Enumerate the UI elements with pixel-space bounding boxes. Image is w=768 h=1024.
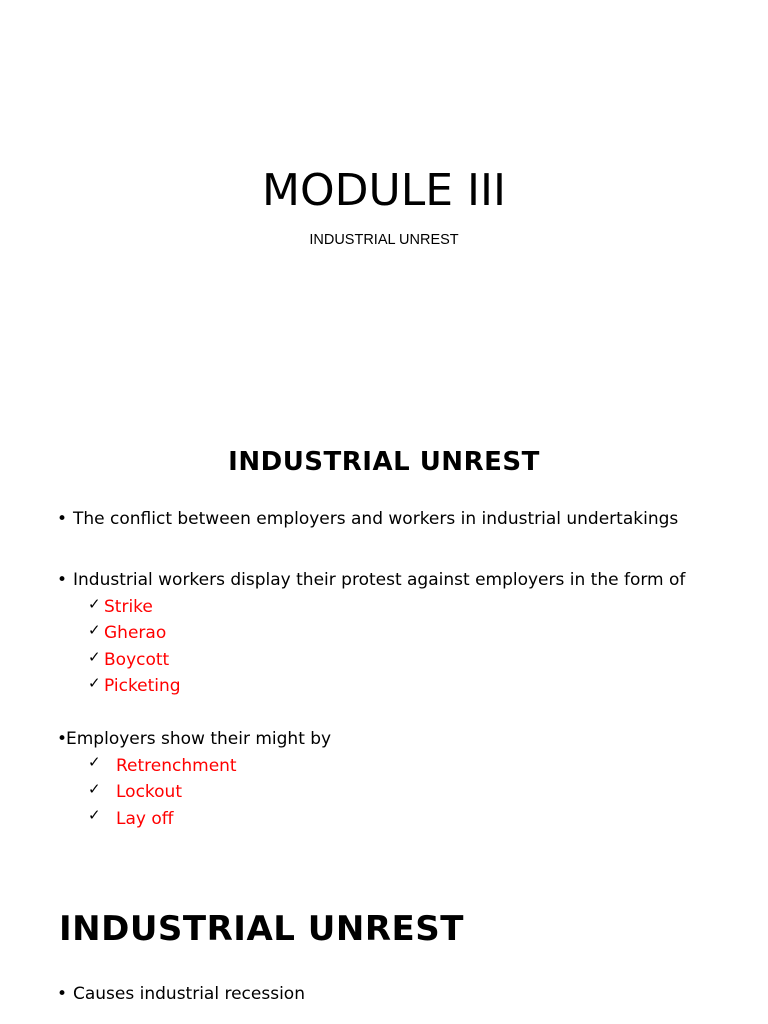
- protest-item-gherao: Gherao: [104, 623, 167, 643]
- slide2-title: INDUSTRIAL UNREST: [228, 447, 540, 477]
- checkmark-icon: ✓: [88, 674, 101, 692]
- protest-item-boycott: Boycott: [104, 650, 170, 670]
- checkmark-icon: ✓: [88, 780, 101, 798]
- checkmark-icon: ✓: [88, 806, 101, 824]
- checkmark-icon: ✓: [88, 648, 101, 666]
- employer-action-retrenchment: Retrenchment: [116, 756, 237, 776]
- employer-line: Employers show their might by: [66, 729, 332, 749]
- bullet-text: Causes industrial recession: [73, 984, 305, 1004]
- checkmark-icon: ✓: [88, 621, 101, 639]
- protest-item-picketing: Picketing: [104, 676, 181, 696]
- employer-action-layoff: Lay off: [116, 809, 174, 829]
- bullet-dot: •: [57, 570, 68, 590]
- bullet-dot: •: [57, 984, 68, 1004]
- bullet-dot: •: [57, 509, 68, 529]
- bullet-text: The conflict between employers and workers in industrial undertakings: [73, 509, 679, 529]
- bullet-text: Industrial workers display their protest against employers in the form of: [73, 570, 686, 590]
- slide1-title: MODULE III: [262, 165, 506, 216]
- checkmark-icon: ✓: [88, 595, 101, 613]
- employer-action-lockout: Lockout: [116, 782, 182, 802]
- bullet-dot: •: [57, 729, 68, 749]
- checkmark-icon: ✓: [88, 753, 101, 771]
- protest-item-strike: Strike: [104, 597, 153, 617]
- slide3-title: INDUSTRIAL UNREST: [59, 909, 464, 949]
- slide1-subtitle: INDUSTRIAL UNREST: [309, 232, 459, 248]
